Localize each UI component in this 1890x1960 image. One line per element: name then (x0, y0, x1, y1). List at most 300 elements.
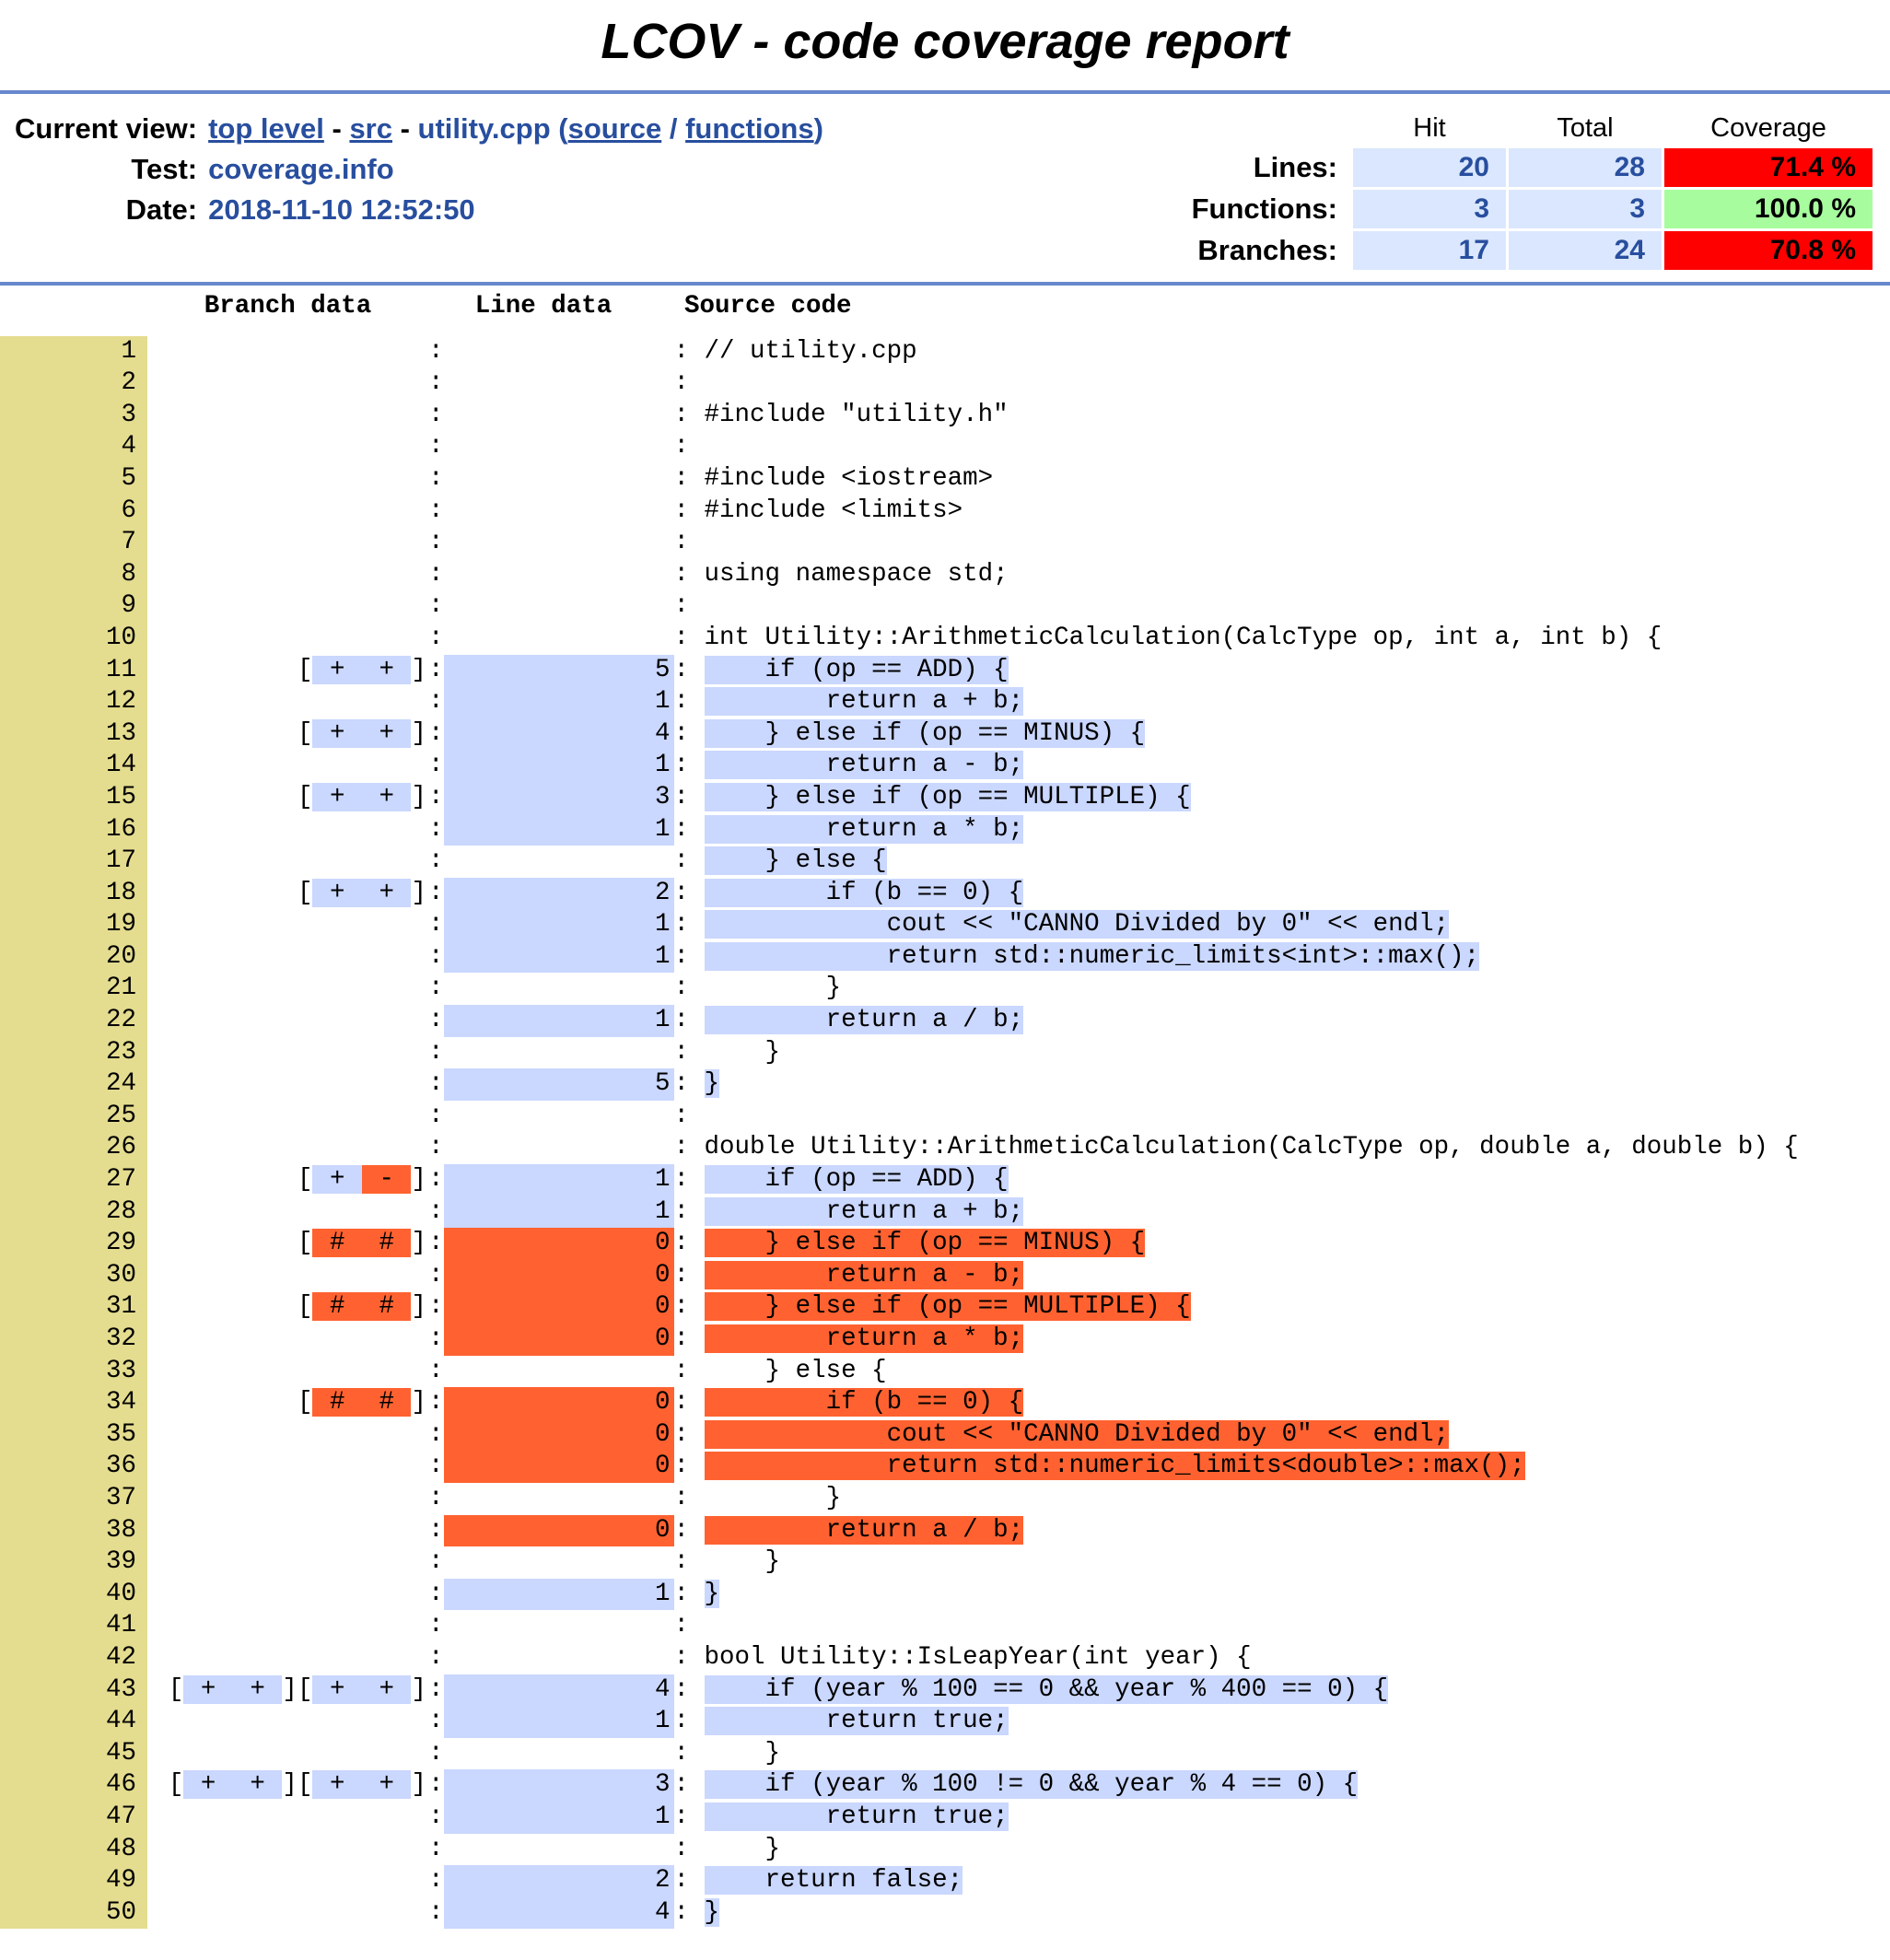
source-code-text (689, 1069, 705, 1098)
source-code-content: if (b == 0) { (704, 878, 1024, 907)
line-hit-count: 3 (444, 1769, 674, 1802)
source-line-row: 14 : 1 : return a - b; (0, 750, 1890, 782)
source-line-row: 48 : : } (0, 1834, 1890, 1866)
line-number: 46 (0, 1769, 147, 1802)
source-line-row: 42 : : bool Utility::IsLeapYear(int year) { (0, 1642, 1890, 1674)
source-line-row: 35 : 0 : cout << "CANNO Divided by 0" << endl; (0, 1419, 1890, 1452)
source-code-content: return std::numeric_limits<double>::max(); (704, 1452, 1525, 1481)
source-code-text (689, 368, 705, 397)
summary-hit-branches: 17 (1353, 231, 1506, 270)
source-code-text (689, 496, 705, 525)
source-code-content: } else if (op == MULTIPLE) { (704, 1292, 1191, 1322)
source-code-content: } (704, 1834, 781, 1863)
source-code-text (689, 1580, 705, 1608)
source-code-content: return a + b; (704, 1196, 1024, 1226)
summary-label-functions: Functions: (1191, 192, 1337, 225)
line-number: 26 (0, 1132, 147, 1164)
line-number: 14 (0, 750, 147, 782)
summary-row-functions (1188, 190, 1872, 228)
source-code-text (689, 1770, 705, 1799)
source-code-content: } (704, 1037, 781, 1067)
source-code-content: } (704, 1579, 720, 1608)
source-code-text (689, 1357, 705, 1385)
line-number: 41 (0, 1610, 147, 1642)
source-code-text (689, 1611, 705, 1639)
line-hit-count: 0 (444, 1324, 674, 1356)
source-column-headers (0, 291, 1890, 323)
line-number: 3 (0, 400, 147, 432)
branch-marker: + (363, 878, 410, 907)
summary-total-functions: 3 (1509, 190, 1662, 228)
source-line-row: 13 [ + + ]: 4 : } else if (op == MINUS) { (0, 718, 1890, 751)
line-hit-count: 5 (444, 1068, 674, 1101)
branch-data-cell: [ + + ] (297, 655, 426, 684)
source-code-content: if (op == ADD) { (704, 655, 1009, 684)
current-view-value: top level - src - utility.cpp (source / functions) (208, 112, 823, 145)
source-line-row: 41 : : (0, 1610, 1890, 1642)
branch-marker: + (185, 1770, 231, 1800)
source-line-row: 36 : 0 : return std::numeric_limits<double>::max(); (0, 1451, 1890, 1483)
source-code-text (689, 910, 705, 939)
line-hit-count: 1 (444, 1005, 674, 1037)
branch-marker: # (363, 1229, 410, 1258)
line-hit-count: 2 (444, 878, 674, 910)
branch-marker: + (363, 782, 410, 811)
source-code-text (689, 1229, 705, 1257)
line-number: 38 (0, 1515, 147, 1547)
source-code-content: cout << "CANNO Divided by 0" << endl; (704, 910, 1450, 939)
column-header-branch-data: Branch data (204, 292, 372, 321)
summary-pct-functions: 100.0 % (1664, 190, 1872, 228)
line-number: 39 (0, 1546, 147, 1579)
line-hit-count: 0 (444, 1291, 674, 1324)
source-code-content: } (704, 1483, 842, 1512)
branch-data-cell: [ # # ] (297, 1292, 426, 1322)
header-row-date (9, 190, 829, 230)
line-number: 44 (0, 1706, 147, 1738)
line-number: 27 (0, 1164, 147, 1196)
source-line-row: 39 : : } (0, 1546, 1890, 1579)
line-number: 4 (0, 431, 147, 463)
source-code-text (689, 1835, 705, 1863)
line-number: 43 (0, 1674, 147, 1707)
source-line-row: 29 [ # # ]: 0 : } else if (op == MINUS) { (0, 1228, 1890, 1260)
source-code-text (689, 687, 705, 716)
source-code-content: // utility.cpp (704, 336, 917, 366)
link-source-view[interactable]: source (567, 112, 662, 145)
branch-marker: + (363, 1674, 410, 1704)
branch-data-cell: [ # # ] (297, 1229, 426, 1258)
source-code-body (0, 336, 1890, 1930)
source-code-text (689, 1516, 705, 1545)
source-line-row: 16 : 1 : return a * b; (0, 814, 1890, 846)
source-code-content: return a - b; (704, 751, 1024, 780)
link-functions-view[interactable]: functions (685, 112, 814, 145)
line-number: 8 (0, 559, 147, 591)
line-hit-count: 1 (444, 686, 674, 718)
link-top-level[interactable]: top level (208, 112, 324, 145)
line-hit-count: 1 (444, 1706, 674, 1738)
line-number: 18 (0, 878, 147, 910)
source-code-text (689, 719, 705, 748)
branch-data-cell: [ + + ][ + + ] (168, 1674, 426, 1704)
branch-data-cell: [ + + ] (297, 782, 426, 811)
source-line-row: 7 : : (0, 527, 1890, 559)
source-line-row: 4 : : (0, 431, 1890, 463)
line-number: 2 (0, 368, 147, 400)
source-code-text (689, 1197, 705, 1226)
line-number: 16 (0, 814, 147, 846)
branch-marker: + (314, 718, 360, 748)
branch-marker: # (314, 1388, 360, 1418)
line-hit-count: 0 (444, 1515, 674, 1547)
source-code-content: } else if (op == MINUS) { (704, 1229, 1146, 1258)
source-line-row: 8 : : using namespace std; (0, 559, 1890, 591)
source-code-text (689, 815, 705, 844)
branch-marker: # (314, 1229, 360, 1258)
source-listing (0, 286, 1890, 1929)
source-code-content: return true; (704, 1707, 1009, 1736)
coverage-summary-table (1185, 109, 1875, 273)
branch-marker: # (363, 1292, 410, 1322)
source-line-row: 11 [ + + ]: 5 : if (op == ADD) { (0, 655, 1890, 687)
line-number: 50 (0, 1897, 147, 1930)
source-line-row: 28 : 1 : return a + b; (0, 1196, 1890, 1229)
source-code-content: } (704, 1738, 781, 1768)
source-code-text (689, 528, 705, 556)
source-line-row: 46 [ + + ][ + + ]: 3 : if (year % 100 != 0 && year % 4 == 0) { (0, 1769, 1890, 1802)
source-code-text (689, 401, 705, 429)
header-row-current-view (9, 109, 829, 149)
current-file-name: utility.cpp (417, 112, 551, 145)
source-code-text (689, 656, 705, 684)
source-code-content: return a - b; (704, 1260, 1024, 1289)
source-code-content: return a / b; (704, 1006, 1024, 1035)
branch-marker: + (314, 1674, 360, 1704)
branch-data-cell: [ + + ] (297, 718, 426, 748)
source-line-row: 24 : 5 : } (0, 1068, 1890, 1101)
source-code-text (689, 1038, 705, 1067)
source-code-text (689, 1898, 705, 1927)
line-hit-count: 3 (444, 782, 674, 814)
source-line-row: 15 [ + + ]: 3 : } else if (op == MULTIPLE) { (0, 782, 1890, 814)
source-line-row: 9 : : (0, 590, 1890, 623)
header-row-test (9, 149, 829, 190)
branch-marker: + (363, 1770, 410, 1800)
line-number: 6 (0, 496, 147, 528)
line-hit-count: 0 (444, 1419, 674, 1452)
branch-marker: + (234, 1770, 281, 1800)
source-code-text (689, 1102, 705, 1130)
line-hit-count: 4 (444, 718, 674, 751)
source-line-row: 23 : : } (0, 1037, 1890, 1069)
branch-marker: + (363, 655, 410, 684)
branch-marker: + (185, 1674, 231, 1704)
source-code-text (689, 1484, 705, 1512)
line-hit-count: 4 (444, 1674, 674, 1707)
summary-pct-lines: 71.4 % (1664, 148, 1872, 187)
column-header-line-data: Line data (474, 292, 612, 321)
line-number: 23 (0, 1037, 147, 1069)
line-number: 33 (0, 1356, 147, 1388)
source-code-text (689, 1866, 705, 1895)
source-line-row: 10 : : int Utility::ArithmeticCalculation(CalcType op, int a, int b) { (0, 623, 1890, 655)
source-code-text (689, 1452, 705, 1480)
source-line-row: 34 [ # # ]: 0 : if (b == 0) { (0, 1387, 1890, 1419)
source-code-text (689, 1643, 705, 1672)
branch-marker: + (314, 655, 360, 684)
line-number: 11 (0, 655, 147, 687)
line-hit-count: 1 (444, 941, 674, 974)
source-line-row: 27 [ + - ]: 1 : if (op == ADD) { (0, 1164, 1890, 1196)
source-code-text (689, 1292, 705, 1321)
source-code-content: return a / b; (704, 1515, 1024, 1545)
line-number: 29 (0, 1228, 147, 1260)
source-code-content: return true; (704, 1802, 1009, 1831)
branch-marker: + (234, 1674, 281, 1704)
source-line-row: 32 : 0 : return a * b; (0, 1324, 1890, 1356)
source-line-row: 43 [ + + ][ + + ]: 4 : if (year % 100 == 0 && year % 400 == 0) { (0, 1674, 1890, 1707)
source-code-text (689, 1707, 705, 1735)
source-code-text (689, 591, 705, 620)
line-hit-count: 0 (444, 1260, 674, 1292)
source-line-row: 1 : : // utility.cpp (0, 336, 1890, 368)
date-value: 2018-11-10 12:52:50 (208, 193, 475, 226)
line-hit-count: 5 (444, 655, 674, 687)
source-line-row: 33 : : } else { (0, 1356, 1890, 1388)
source-code-text (689, 464, 705, 493)
source-code-text (689, 1261, 705, 1289)
test-value: coverage.info (208, 153, 394, 185)
summary-hit-functions: 3 (1353, 190, 1506, 228)
source-code-content: bool Utility::IsLeapYear(int year) { (704, 1642, 1252, 1672)
source-code-text (689, 974, 705, 1002)
date-label: Date: (125, 193, 198, 226)
branch-data-cell: [ + + ] (297, 878, 426, 907)
source-code-text (689, 1547, 705, 1576)
source-line-row: 22 : 1 : return a / b; (0, 1005, 1890, 1037)
line-number: 22 (0, 1005, 147, 1037)
source-code-content: return false; (704, 1866, 963, 1896)
source-code-content: } (704, 974, 842, 1003)
source-line-row: 25 : : (0, 1101, 1890, 1133)
line-number: 49 (0, 1865, 147, 1897)
line-number: 25 (0, 1101, 147, 1133)
line-number: 48 (0, 1834, 147, 1866)
source-code-content: #include "utility.h" (704, 400, 1009, 429)
line-number: 35 (0, 1419, 147, 1452)
summary-col-coverage: Coverage (1710, 113, 1826, 143)
source-code-content: using namespace std; (704, 559, 1009, 589)
source-line-row: 17 : : } else { (0, 846, 1890, 878)
source-line-row: 37 : : } (0, 1483, 1890, 1515)
source-code-text (689, 1802, 705, 1831)
line-number: 15 (0, 782, 147, 814)
branch-data-cell: [ + + ][ + + ] (168, 1770, 426, 1800)
line-number: 47 (0, 1802, 147, 1834)
source-line-row: 19 : 1 : cout << "CANNO Divided by 0" << endl; (0, 909, 1890, 941)
source-code-text (689, 337, 705, 366)
source-line-row: 26 : : double Utility::ArithmeticCalculation(CalcType op, double a, double b) { (0, 1132, 1890, 1164)
source-code-content: return std::numeric_limits<int>::max(); (704, 941, 1480, 971)
source-code-content: } else if (op == MINUS) { (704, 718, 1146, 748)
source-line-row: 21 : : } (0, 973, 1890, 1005)
line-hit-count: 0 (444, 1228, 674, 1260)
line-number: 9 (0, 590, 147, 623)
source-code-content: } else if (op == MULTIPLE) { (704, 782, 1191, 811)
line-number: 40 (0, 1579, 147, 1611)
column-header-source-code: Source code (684, 292, 852, 321)
source-line-row: 2 : : (0, 368, 1890, 400)
branch-marker: + (314, 1770, 360, 1800)
source-code-text (689, 1420, 705, 1449)
source-code-content: int Utility::ArithmeticCalculation(CalcType op, int a, int b) { (704, 623, 1662, 652)
source-code-content: #include <iostream> (704, 463, 994, 493)
summary-row-lines (1188, 148, 1872, 187)
line-number: 12 (0, 686, 147, 718)
source-line-row: 12 : 1 : return a + b; (0, 686, 1890, 718)
test-label: Test: (131, 153, 198, 185)
source-code-content: double Utility::ArithmeticCalculation(CalcType op, double a, double b) { (704, 1133, 1799, 1162)
source-code-content: if (year % 100 != 0 && year % 4 == 0) { (704, 1770, 1359, 1800)
line-number: 31 (0, 1291, 147, 1324)
branch-marker: + (363, 718, 410, 748)
source-code-content: if (b == 0) { (704, 1388, 1024, 1418)
header-info-table (9, 109, 829, 230)
source-code-text (689, 783, 705, 811)
line-number: 32 (0, 1324, 147, 1356)
summary-pct-branches: 70.8 % (1664, 231, 1872, 270)
source-code-text (689, 432, 705, 461)
line-hit-count: 2 (444, 1865, 674, 1897)
line-hit-count: 1 (444, 1164, 674, 1196)
source-line-row: 40 : 1 : } (0, 1579, 1890, 1611)
source-line-row: 20 : 1 : return std::numeric_limits<int>::max(); (0, 941, 1890, 974)
source-code-text (689, 1388, 705, 1417)
summary-header-row (1188, 111, 1872, 146)
source-code-text (689, 1739, 705, 1768)
branch-marker: + (314, 1165, 360, 1195)
summary-hit-lines: 20 (1353, 148, 1506, 187)
source-code-content: } (704, 1547, 781, 1577)
line-number: 34 (0, 1387, 147, 1419)
source-code-content: } (704, 1069, 720, 1099)
source-code-text (689, 942, 705, 971)
line-number: 5 (0, 463, 147, 496)
summary-col-hit: Hit (1413, 113, 1446, 143)
source-code-content: return a + b; (704, 687, 1024, 717)
line-number: 10 (0, 623, 147, 655)
summary-total-branches: 24 (1509, 231, 1662, 270)
source-code-content: return a * b; (704, 814, 1024, 844)
line-hit-count: 1 (444, 909, 674, 941)
source-line-row: 49 : 2 : return false; (0, 1865, 1890, 1897)
summary-row-branches (1188, 231, 1872, 270)
summary-label-branches: Branches: (1197, 234, 1337, 266)
line-hit-count: 1 (444, 1802, 674, 1834)
source-code-text (689, 1006, 705, 1034)
source-code-content: } else { (704, 1356, 887, 1385)
source-code-content: if (op == ADD) { (704, 1165, 1009, 1195)
line-number: 1 (0, 336, 147, 368)
source-line-row: 6 : : #include <limits> (0, 496, 1890, 528)
source-line-row: 47 : 1 : return true; (0, 1802, 1890, 1834)
source-line-row: 45 : : } (0, 1738, 1890, 1770)
source-line-row: 5 : : #include <iostream> (0, 463, 1890, 496)
line-number: 24 (0, 1068, 147, 1101)
summary-corner (1188, 111, 1350, 146)
summary-col-total: Total (1557, 113, 1614, 143)
line-hit-count: 1 (444, 1579, 674, 1611)
line-hit-count: 0 (444, 1387, 674, 1419)
source-code-text (689, 751, 705, 779)
current-view-label: Current view: (15, 112, 198, 145)
report-header (0, 94, 1890, 282)
line-hit-count: 1 (444, 814, 674, 846)
source-code-text (689, 624, 705, 652)
source-code-text (689, 1675, 705, 1704)
line-number: 28 (0, 1196, 147, 1229)
branch-marker: - (363, 1165, 410, 1195)
source-code-content: return a * b; (704, 1324, 1024, 1353)
source-line-row: 44 : 1 : return true; (0, 1706, 1890, 1738)
line-number: 21 (0, 973, 147, 1005)
page-title: LCOV - code coverage report (601, 14, 1289, 69)
source-line-row: 31 [ # # ]: 0 : } else if (op == MULTIPLE) { (0, 1291, 1890, 1324)
line-hit-count: 0 (444, 1451, 674, 1483)
summary-total-lines: 28 (1509, 148, 1662, 187)
line-number: 37 (0, 1483, 147, 1515)
branch-data-cell: [ # # ] (297, 1388, 426, 1418)
source-code-text (689, 560, 705, 589)
source-code-text (689, 1165, 705, 1194)
source-code-content: #include <limits> (704, 496, 963, 525)
source-line-row: 30 : 0 : return a - b; (0, 1260, 1890, 1292)
line-hit-count: 1 (444, 1196, 674, 1229)
source-line-row: 3 : : #include "utility.h" (0, 400, 1890, 432)
line-number: 45 (0, 1738, 147, 1770)
source-code-content: if (year % 100 == 0 && year % 400 == 0) { (704, 1674, 1389, 1704)
source-line-row: 50 : 4 : } (0, 1897, 1890, 1930)
line-number: 36 (0, 1451, 147, 1483)
link-src[interactable]: src (349, 112, 392, 145)
source-code-content: } else { (704, 846, 887, 876)
branch-marker: + (314, 878, 360, 907)
source-code-text (689, 846, 705, 875)
source-code-content: cout << "CANNO Divided by 0" << endl; (704, 1419, 1450, 1449)
line-number: 7 (0, 527, 147, 559)
branch-data-cell: [ + - ] (297, 1165, 426, 1195)
source-line-row: 38 : 0 : return a / b; (0, 1515, 1890, 1547)
branch-marker: # (314, 1292, 360, 1322)
source-code-content: } (704, 1897, 720, 1927)
line-number: 19 (0, 909, 147, 941)
line-hit-count: 1 (444, 750, 674, 782)
source-code-text (689, 1133, 705, 1161)
line-hit-count: 4 (444, 1897, 674, 1930)
branch-marker: # (363, 1388, 410, 1418)
line-number: 17 (0, 846, 147, 878)
line-number: 42 (0, 1642, 147, 1674)
source-code-text (689, 1324, 705, 1353)
source-line-row: 18 [ + + ]: 2 : if (b == 0) { (0, 878, 1890, 910)
summary-label-lines: Lines: (1253, 151, 1337, 183)
line-number: 13 (0, 718, 147, 751)
branch-marker: + (314, 782, 360, 811)
line-number: 20 (0, 941, 147, 974)
line-number: 30 (0, 1260, 147, 1292)
source-code-text (689, 879, 705, 907)
